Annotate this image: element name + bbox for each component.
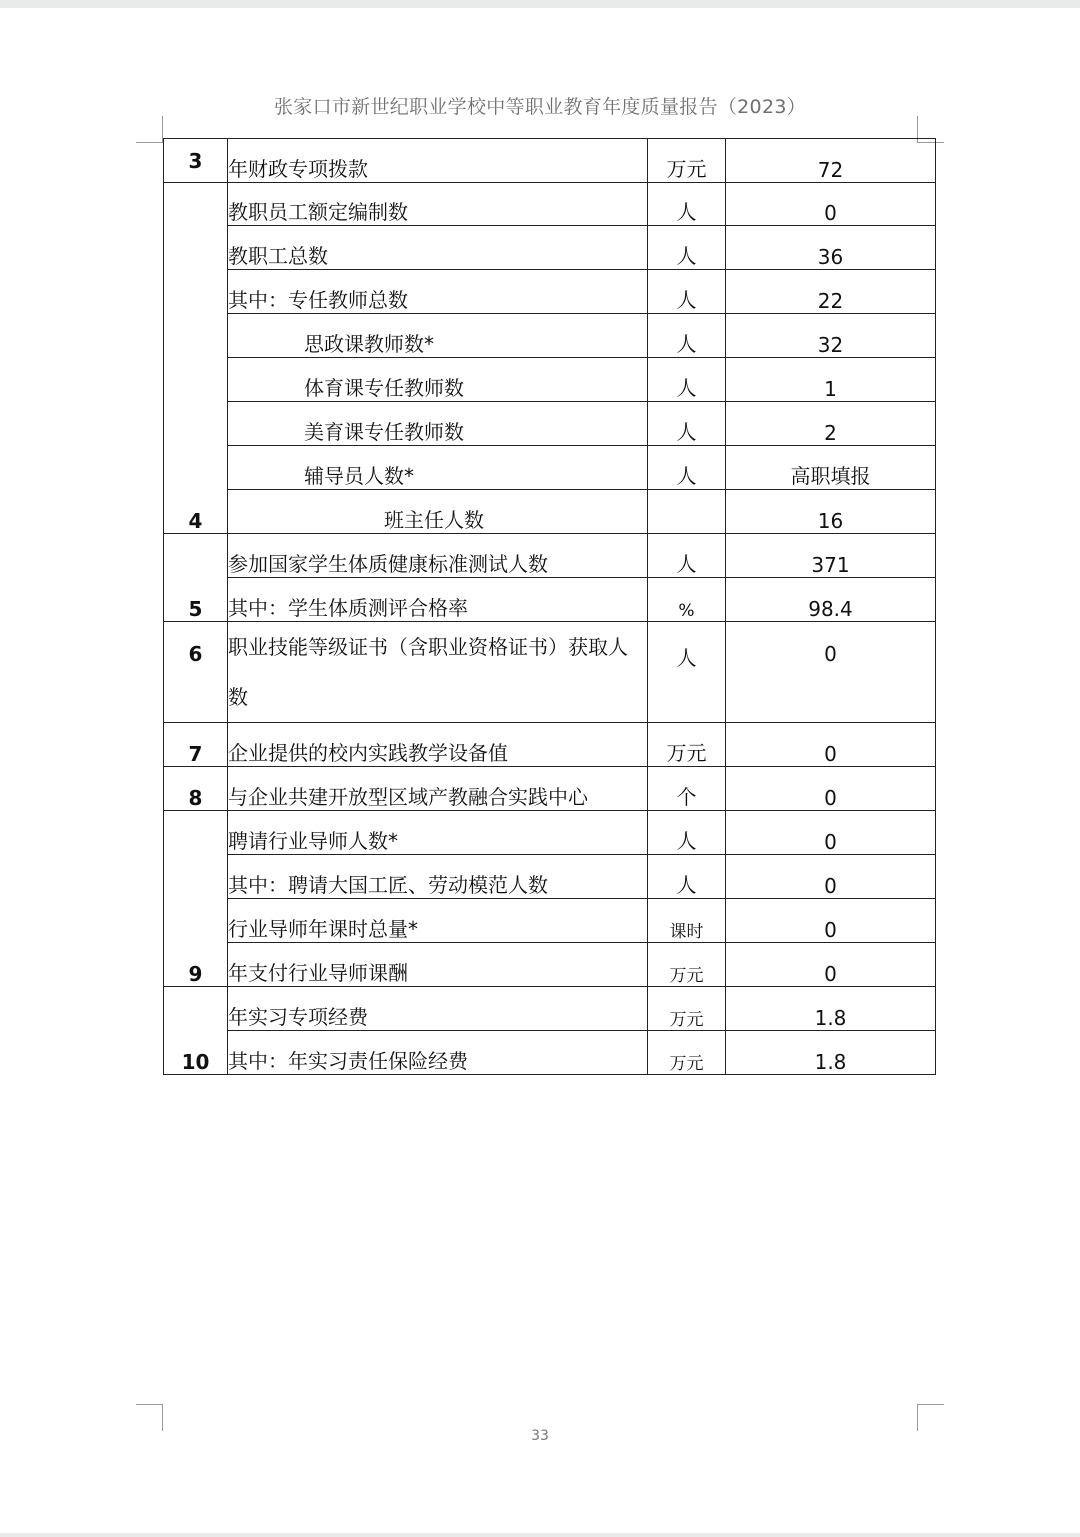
unit-cell: 人	[648, 314, 726, 358]
value-cell: 0	[726, 622, 936, 723]
table-row	[164, 767, 936, 811]
row-number: 5	[164, 534, 228, 622]
table-row	[164, 622, 936, 723]
unit-cell: 万元	[648, 1031, 726, 1075]
unit-cell: 人	[648, 270, 726, 314]
value-cell: 0	[726, 811, 936, 855]
unit-cell: 万元	[648, 139, 726, 183]
item-label: 思政课教师数*	[228, 314, 648, 358]
unit-cell: 人	[648, 402, 726, 446]
value-cell: 1	[726, 358, 936, 402]
table-row	[164, 899, 936, 943]
value-cell: 0	[726, 767, 936, 811]
unit-cell: 人	[648, 226, 726, 270]
report-header-title: 张家口市新世纪职业学校中等职业教育年度质量报告（2023）	[273, 96, 807, 118]
unit-cell	[648, 490, 726, 534]
value-cell: 1.8	[726, 987, 936, 1031]
value-cell: 0	[726, 183, 936, 226]
item-label: 年支付行业导师课酬	[228, 943, 648, 987]
table-row	[164, 183, 936, 226]
table-row	[164, 534, 936, 578]
table-row	[164, 578, 936, 622]
row-number: 10	[164, 987, 228, 1075]
item-label: 年实习专项经费	[228, 987, 648, 1031]
unit-cell: %	[648, 578, 726, 622]
unit-cell: 人	[648, 855, 726, 899]
table-row	[164, 490, 936, 534]
value-cell: 2	[726, 402, 936, 446]
value-cell: 0	[726, 855, 936, 899]
corner-mark-top-left	[136, 116, 163, 143]
table-row	[164, 358, 936, 402]
item-label: 参加国家学生体质健康标准测试人数	[228, 534, 648, 578]
value-cell: 1.8	[726, 1031, 936, 1075]
unit-cell: 人	[648, 183, 726, 226]
table-row	[164, 1031, 936, 1075]
document-page	[0, 8, 1080, 1533]
value-cell: 22	[726, 270, 936, 314]
unit-cell: 人	[648, 622, 726, 723]
item-label: 与企业共建开放型区域产教融合实践中心	[228, 767, 648, 811]
row-number: 3	[164, 139, 228, 183]
item-label: 美育课专任教师数	[228, 402, 648, 446]
table-row	[164, 139, 936, 183]
unit-cell: 人	[648, 811, 726, 855]
value-cell: 36	[726, 226, 936, 270]
item-label: 教职工总数	[228, 226, 648, 270]
item-label: 其中：专任教师总数	[228, 270, 648, 314]
corner-mark-bottom-right	[917, 1404, 944, 1431]
item-label: 辅导员人数*	[228, 446, 648, 490]
corner-mark-bottom-left	[136, 1404, 163, 1431]
unit-cell: 人	[648, 358, 726, 402]
value-cell: 0	[726, 723, 936, 767]
item-label: 其中：聘请大国工匠、劳动模范人数	[228, 855, 648, 899]
value-cell: 0	[726, 899, 936, 943]
value-cell: 98.4	[726, 578, 936, 622]
item-label: 班主任人数	[228, 490, 648, 534]
unit-cell: 人	[648, 534, 726, 578]
item-label: 其中：年实习责任保险经费	[228, 1031, 648, 1075]
item-label: 其中：学生体质测评合格率	[228, 578, 648, 622]
item-label: 体育课专任教师数	[228, 358, 648, 402]
unit-cell: 万元	[648, 943, 726, 987]
item-label: 行业导师年课时总量*	[228, 899, 648, 943]
value-cell: 72	[726, 139, 936, 183]
row-number: 8	[164, 767, 228, 811]
table-row	[164, 943, 936, 987]
value-cell: 16	[726, 490, 936, 534]
value-cell: 371	[726, 534, 936, 578]
row-number: 7	[164, 723, 228, 767]
item-label: 教职员工额定编制数	[228, 183, 648, 226]
table-row	[164, 446, 936, 490]
item-label: 职业技能等级证书（含职业资格证书）获取人数	[228, 622, 648, 723]
unit-cell: 个	[648, 767, 726, 811]
unit-cell: 万元	[648, 987, 726, 1031]
row-number: 4	[164, 183, 228, 534]
value-cell: 高职填报	[726, 446, 936, 490]
table-row	[164, 987, 936, 1031]
page-number: 33	[531, 1428, 549, 1444]
row-number: 6	[164, 622, 228, 723]
value-cell: 0	[726, 943, 936, 987]
table-row	[164, 402, 936, 446]
unit-cell: 人	[648, 446, 726, 490]
value-cell: 32	[726, 314, 936, 358]
item-label: 年财政专项拨款	[228, 139, 648, 183]
table-row	[164, 855, 936, 899]
row-number: 9	[164, 811, 228, 987]
table-row	[164, 270, 936, 314]
item-label: 聘请行业导师人数*	[228, 811, 648, 855]
unit-cell: 万元	[648, 723, 726, 767]
table-row	[164, 226, 936, 270]
table-row	[164, 811, 936, 855]
table-row	[164, 723, 936, 767]
item-label: 企业提供的校内实践教学设备值	[228, 723, 648, 767]
table-row	[164, 314, 936, 358]
unit-cell: 课时	[648, 899, 726, 943]
statistics-table	[163, 138, 936, 1075]
